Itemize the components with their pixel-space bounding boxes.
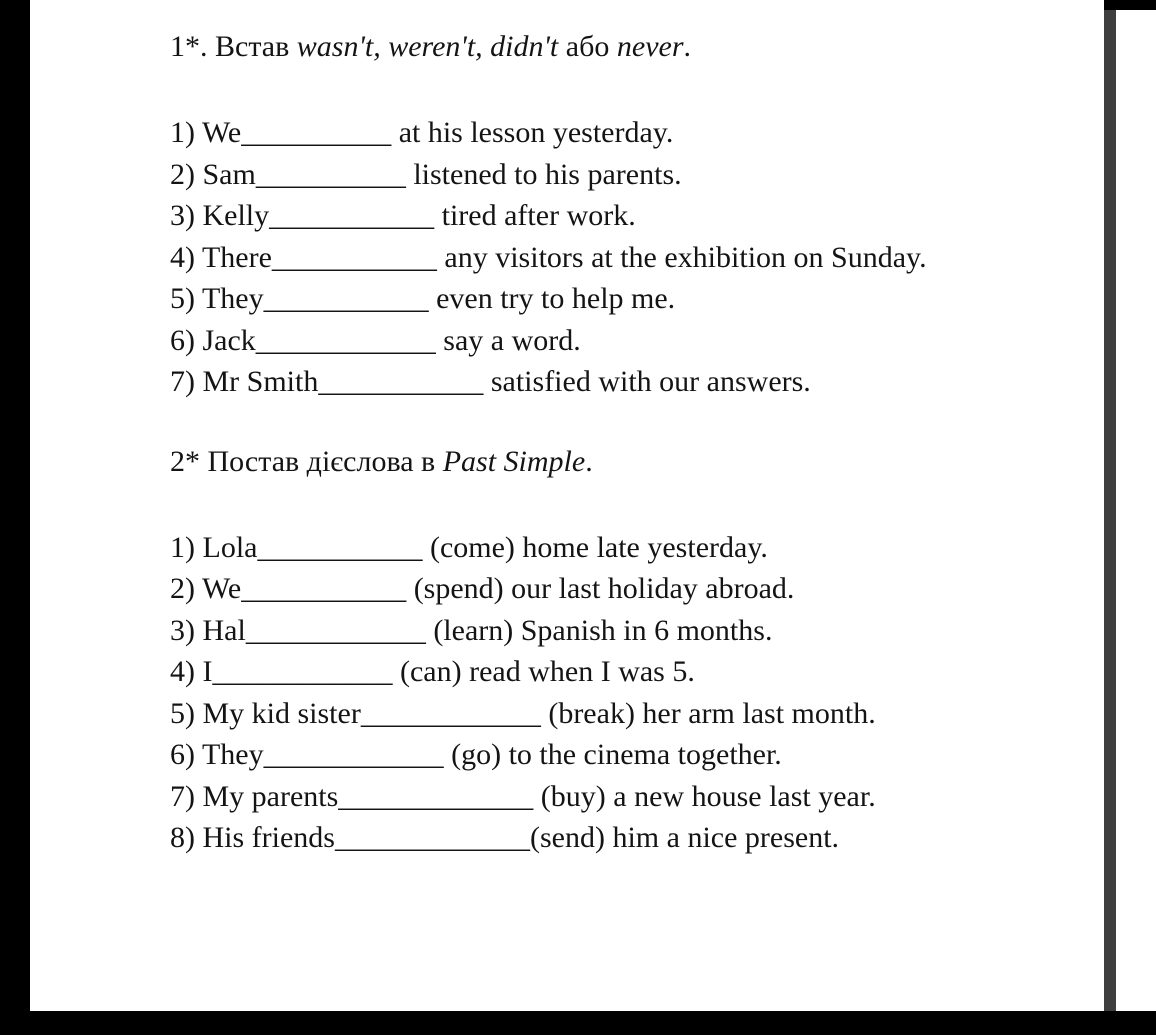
worksheet-page xyxy=(170,26,1070,859)
fill-in-blank: ___________ xyxy=(241,572,407,605)
title-text: . xyxy=(585,444,593,478)
exercise-2 xyxy=(170,441,1070,859)
title-text: 2* Постав дієслова в xyxy=(170,444,443,478)
fill-in-blank: _____________ xyxy=(338,779,534,813)
line-before: 6) Jack xyxy=(170,323,256,357)
line-before: 5) They xyxy=(170,282,264,315)
line-after: (break) her arm last month. xyxy=(540,696,876,730)
exercise2-items xyxy=(170,527,1070,859)
fill-in-blank: ____________ xyxy=(245,613,426,647)
line-before: 2) Sam xyxy=(170,157,256,191)
title-text-italic: Past Simple xyxy=(442,444,586,478)
line-after: tired after work. xyxy=(434,199,636,232)
line-before: 6) They xyxy=(170,738,264,771)
exercise-line xyxy=(170,568,1070,610)
fill-in-blank: _____________ xyxy=(334,821,530,854)
fill-in-blank: ___________ xyxy=(318,365,484,398)
line-before: 2) We xyxy=(170,572,242,605)
title-text: 1*. Встав xyxy=(170,30,297,63)
fill-in-blank: ___________ xyxy=(263,282,429,315)
exercise-line xyxy=(170,817,1070,859)
exercise1-items xyxy=(170,112,1070,403)
line-after: any visitors at the exhibition on Sunday. xyxy=(436,240,927,274)
exercise-line xyxy=(170,237,1070,279)
exercise-1 xyxy=(170,26,1070,403)
title-text-italic: never xyxy=(616,30,684,63)
line-before: 1) We xyxy=(170,116,242,149)
fill-in-blank: __________ xyxy=(241,116,392,149)
line-before: 5) My kid sister xyxy=(170,696,361,730)
fill-in-blank: ___________ xyxy=(269,199,435,232)
exercise-line xyxy=(170,320,1070,362)
bottom-black-border xyxy=(0,1011,1156,1035)
fill-in-blank: ____________ xyxy=(255,323,436,357)
title-text: . xyxy=(683,30,691,63)
fill-in-blank: ____________ xyxy=(212,655,393,688)
exercise-line xyxy=(170,278,1070,320)
line-before: 4) There xyxy=(170,240,272,274)
title-text-italic: wasn't, weren't, didn't xyxy=(296,30,559,63)
exercise2-title xyxy=(170,441,1070,483)
fill-in-blank: ___________ xyxy=(271,240,437,274)
line-after: (buy) a new house last year. xyxy=(533,779,876,813)
line-before: 8) His friends xyxy=(170,821,335,854)
exercise-line xyxy=(170,154,1070,196)
line-before: 7) My parents xyxy=(170,779,339,813)
line-after: listened to his parents. xyxy=(405,157,682,191)
line-before: 3) Kelly xyxy=(170,199,270,232)
exercise-line xyxy=(170,361,1070,403)
title-text: або xyxy=(558,30,617,63)
fill-in-blank: __________ xyxy=(255,157,406,191)
left-black-border xyxy=(0,0,30,1035)
exercise-line xyxy=(170,651,1070,693)
line-before: 1) Lola xyxy=(170,530,258,564)
line-after: (go) to the cinema together. xyxy=(443,738,782,771)
exercise-line xyxy=(170,734,1070,776)
line-before: 7) Mr Smith xyxy=(170,365,319,398)
line-before: 3) Hal xyxy=(170,613,246,647)
exercise-line xyxy=(170,776,1070,818)
line-after: (send) him a nice present. xyxy=(529,821,840,854)
line-after: (spend) our last holiday abroad. xyxy=(406,572,795,605)
exercise-line xyxy=(170,112,1070,154)
fill-in-blank: ___________ xyxy=(257,530,423,564)
exercise-line xyxy=(170,610,1070,652)
line-after: say a word. xyxy=(435,323,581,357)
line-after: satisfied with our answers. xyxy=(483,365,811,398)
exercise-line xyxy=(170,195,1070,237)
exercise-line xyxy=(170,527,1070,569)
line-after: at his lesson yesterday. xyxy=(391,116,674,149)
line-before: 4) I xyxy=(170,655,213,688)
line-after: (can) read when I was 5. xyxy=(392,655,695,688)
top-right-corner-mark xyxy=(1104,0,1156,10)
fill-in-blank: ____________ xyxy=(360,696,541,730)
line-after: (come) home late yesterday. xyxy=(422,530,768,564)
line-after: even try to help me. xyxy=(428,282,676,315)
fill-in-blank: ____________ xyxy=(263,738,444,771)
exercise1-title xyxy=(170,26,1070,68)
right-edge-line xyxy=(1104,0,1116,1011)
line-after: (learn) Spanish in 6 months. xyxy=(425,613,773,647)
exercise-line xyxy=(170,693,1070,735)
